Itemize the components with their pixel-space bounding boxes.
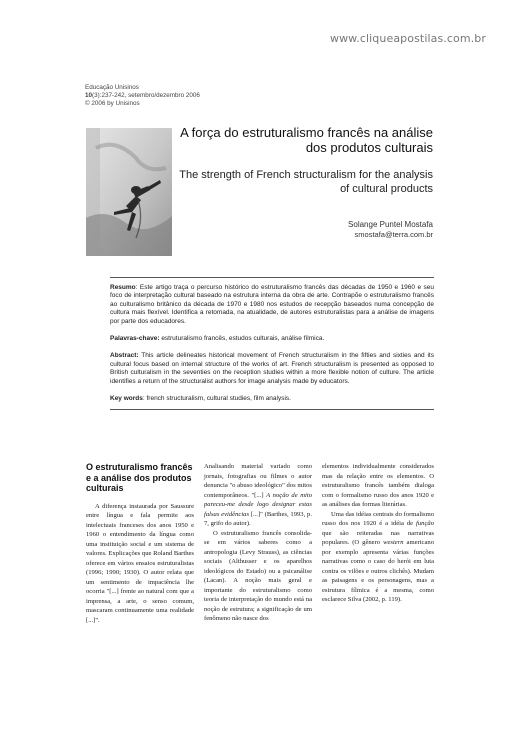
body-text: [...]" (Barthes, 1993, p. 7, grifo do autor). [204, 510, 312, 527]
abstract-text: This article delineates historical movement of French structuralism in the fifties and sixties and its cultural focus based on internal structure of the works of art. French structuralism is presented as opposed to British culturalism in the seventies on the reception studies within a more flexible notion of culture. The article identifies a return of the structuralist authors for image analysis made by educators. [110, 352, 434, 385]
site-watermark: www.cliqueapostilas.com.br [329, 32, 486, 45]
key-words-text: : french structuralism, cultural studies, film analysis. [142, 395, 291, 403]
resumo-paragraph [110, 284, 434, 326]
column-3 [322, 462, 434, 605]
author-name: Solange Puntel Mostafa [348, 220, 433, 229]
journal-volume: 10 [85, 92, 93, 100]
body-paragraph [204, 462, 312, 529]
body-paragraph: O estruturalismo francês consolida-se em vários saberes como a antropologia (Levy Strauss), as ciências sociais (Althusser e os aparelhos ideológicos do Estado) ou a psicanálise (Lacan). A noção mais geral e importante do estruturalismo como teoria de interpretação do mundo está na noção de estrutura; a significação de um fenômeno não nasce dos [204, 529, 312, 622]
body-paragraph [322, 510, 434, 605]
column-2 [204, 462, 312, 624]
column-1 [86, 462, 194, 625]
resumo-text: : Este artigo traça o percurso histórico do estruturalismo francês das décadas de 1950 e 1960 e seu foco de interpretação cultural baseado na estrutura interna da obra de arte. Contrapõe o estruturalismo francês ao culturalismo britânico da década de 1970 e 1980 nos estudos de recepção baseados numa concepção de cultura mais flexível. Identifica a retomada, na atualidade, de autores estruturalistas para a análise de imagens por parte dos educadores. [110, 284, 434, 325]
resumo-label: Resumo [110, 284, 136, 291]
body-italic-text: A noção de mito pareceu-me desde logo designar estas falsas evidências [204, 491, 312, 518]
abstract-paragraph [110, 352, 434, 386]
bottom-rule [110, 409, 434, 410]
journal-info [85, 84, 200, 109]
title-block [173, 125, 433, 240]
key-words-paragraph [110, 395, 434, 403]
title-portuguese: A força do estruturalismo francês na análise dos produtos culturais [180, 125, 433, 155]
top-rule [110, 277, 434, 278]
palavras-chave-label: Palavras-chave: [110, 335, 160, 343]
body-italic-text: função [416, 520, 434, 527]
palavras-chave-paragraph [110, 335, 434, 343]
body-text: que são reiteradas nas narrativas populares. (O gênero [322, 529, 434, 546]
journal-issue-pages: (3):237-242, setembro/dezembro 2006 [92, 92, 200, 100]
key-words-label: Key words [110, 395, 143, 403]
abstract-label: Abstract: [110, 352, 139, 360]
body-text: Uma das idéias centrais do formalismo russo dos nos 1920 é a idéia de [322, 510, 434, 527]
journal-copyright: © 2006 by Unisinos [85, 100, 140, 108]
abstract-box [110, 277, 434, 410]
author-email: smostafa@terra.com.br [354, 230, 433, 239]
title-english: The strength of French structuralism for the analysis of cultural products [179, 169, 433, 195]
article-photo [86, 128, 172, 256]
body-italic-text: western [383, 539, 404, 546]
journal-name: Educação Unisinos [85, 84, 139, 91]
palavras-chave-text: estruturalismo francês, estudos culturais, análise fílmica. [159, 335, 325, 343]
body-text: Analisando material variado como jornais, fotografias ou filmes o autor denuncia "o abuso ideológico" dos mitos contemporâneos. "[...] [204, 463, 312, 499]
body-text: americano por exemplo apresenta várias funções narrativas como o caso do herói em luta contra os vilões e outros clichês). Mudam as paisagens e os personagens, mas a estrutura fílmica é a mesma, como esclarece Silva (2002, p. 119). [322, 539, 434, 603]
body-paragraph: A diferença instaurada por Saussure entre língua e fala permite aos intelectuais franceses dos anos 1950 e 1960 o entendimento da língua como uma instituição social e um sistema de valores. Explicações que Roland Barthes oferece em vários ensaios estruturalistas (1996; 1990; 1930). O autor relata que um sentimento de impaciência lhe ocorria "[...] frente ao natural com que a imprensa, a arte, o senso comum, mascaram continuamente uma realidade [...]". [86, 502, 194, 624]
section-heading: O estruturalismo francês e a análise dos produtos culturais [86, 462, 193, 493]
body-paragraph: elementos individualmente considerados mas da relação entre os elementos. O estruturalismo francês também dialoga com o formalismo russo dos anos 1920 e as análises das formas literárias. [322, 463, 434, 508]
